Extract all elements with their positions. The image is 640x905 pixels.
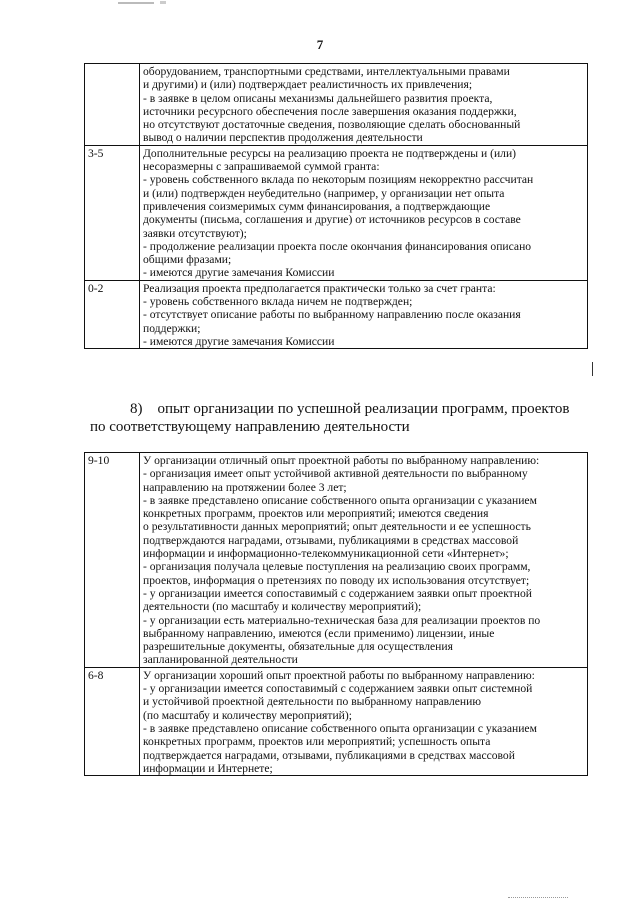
score-cell [85,64,140,146]
description-line: - продолжение реализации проекта после окончания финансирования описано [143,239,532,253]
description-line: - у организации есть материально-техническая база для реализации проектов по [143,613,541,627]
description-cell [140,145,588,280]
description-line: (по масштабу и количеству мероприятий); [143,708,352,722]
description-line: запланированной деятельности [143,653,298,667]
description-line: - уровень собственного вклада по некоторым позициям некорректно рассчитан [143,173,534,187]
description-line: деятельности (по масштабу и количеству мероприятий); [143,600,422,614]
table-row [85,280,588,348]
description-cell [140,453,588,668]
description-line: оборудованием, транспортными средствами, интеллектуальными правами [143,65,510,78]
description-line: - организация получала целевые поступления на реализацию своих программ, [143,560,531,574]
description-line: выбранному направлению, имеются (если применимо) лицензии, иные [143,626,495,640]
description-line: направлению на протяжении более 3 лет; [143,480,347,494]
description-line: - в заявке представлено описание собственного опыта организации с указанием [143,493,537,507]
description-line: подтверждаются наградами, отзывами, публикациями в средствах массовой [143,533,519,547]
description-line: о результативности данных мероприятий; опыт деятельности и ее успешность [143,520,531,534]
description-line: заявки отсутствуют); [143,226,247,240]
scan-artifact [160,1,166,4]
description-cell [140,280,588,348]
description-line: документы (письма, соглашения и другие) от источников ресурсов в составе [143,213,521,227]
score-cell: 6-8 [85,667,140,775]
description-line: проектов, информация о претензиях по поводу их использования отсутствует; [143,573,530,587]
description-line: подтверждается наградами, отзывами, публикациями в средствах массовой [143,748,515,762]
description-line: общими фразами; [143,253,232,267]
description-line: и (или) подтвержден неубедительно (например, у организации нет опыта [143,186,505,200]
scan-artifact [508,897,568,899]
table-row [85,145,588,280]
criteria-table-experience [84,452,588,776]
description-line: Дополнительные ресурсы на реализацию проекта не подтверждены и (или) [143,146,517,160]
score-cell: 0-2 [85,280,140,348]
description-line: Реализация проекта предполагается практически только за счет гранта: [143,281,496,295]
description-line: информации и Интернете; [143,761,273,775]
description-line: У организации отличный опыт проектной работы по выбранному направлению: [143,454,540,467]
description-line: - организация имеет опыт устойчивой активной деятельности по выбранному [143,467,528,481]
table-edge-mark [592,362,593,376]
description-line: но отсутствуют достаточные сведения, позволяющие сделать обоснованный [143,118,521,132]
description-line: и устойчивой проектной деятельности по выбранному направлению [143,695,481,709]
description-line: и другими) и (или) подтверждает реалистичность их привлечения; [143,78,473,92]
criterion-number: 8) [130,401,143,417]
description-line: конкретных программ, проектов или мероприятий; имеются сведения [143,507,489,521]
description-line: конкретных программ, проектов или мероприятий; успешность опыта [143,735,491,749]
table-row [85,453,588,668]
description-line: - отсутствует описание работы по выбранному направлению после оказания [143,308,521,322]
page-number: 7 [316,37,324,52]
criterion-heading [90,400,590,436]
description-line: - уровень собственного вклада ничем не подтвержден; [143,295,413,309]
description-line: несоразмерны с запрашиваемой суммой гранта: [143,160,380,174]
description-line: - в заявке представлено описание собственного опыта организации с указанием [143,721,537,735]
description-line: - имеются другие замечания Комиссии [143,266,335,280]
description-line: - у организации имеется сопоставимый с содержанием заявки опыт системной [143,682,533,696]
description-cell [140,667,588,775]
description-cell [140,64,588,146]
description-line: У организации хороший опыт проектной работы по выбранному направлению: [143,668,535,682]
score-cell: 3-5 [85,145,140,280]
description-line: поддержки; [143,321,201,335]
description-line: привлечения соизмеримых сумм финансирования, а подтверждающие [143,199,491,213]
scan-artifact [118,2,154,4]
criterion-title-line1: опыт организации по успешной реализации программ, проектов [157,401,570,417]
description-line: - в заявке в целом описаны механизмы дальнейшего развития проекта, [143,91,493,105]
description-line: вывод о наличии перспектив продолжения деятельности [143,131,423,145]
table-row [85,64,588,146]
table-row [85,667,588,775]
criteria-table-resources [84,63,588,349]
description-line: - у организации имеется сопоставимый с содержанием заявки опыт проектной [143,586,532,600]
score-cell: 9-10 [85,453,140,668]
description-line: - имеются другие замечания Комиссии [143,334,335,348]
criterion-title-line2: по соответствующему направлению деятельности [90,419,410,435]
description-line: информации и информационно-телекоммуникационной сети «Интернет»; [143,547,509,561]
description-line: разрешительные документы, обязательные для осуществления [143,640,453,654]
description-line: источники ресурсного обеспечения после завершения оказания поддержки, [143,104,517,118]
